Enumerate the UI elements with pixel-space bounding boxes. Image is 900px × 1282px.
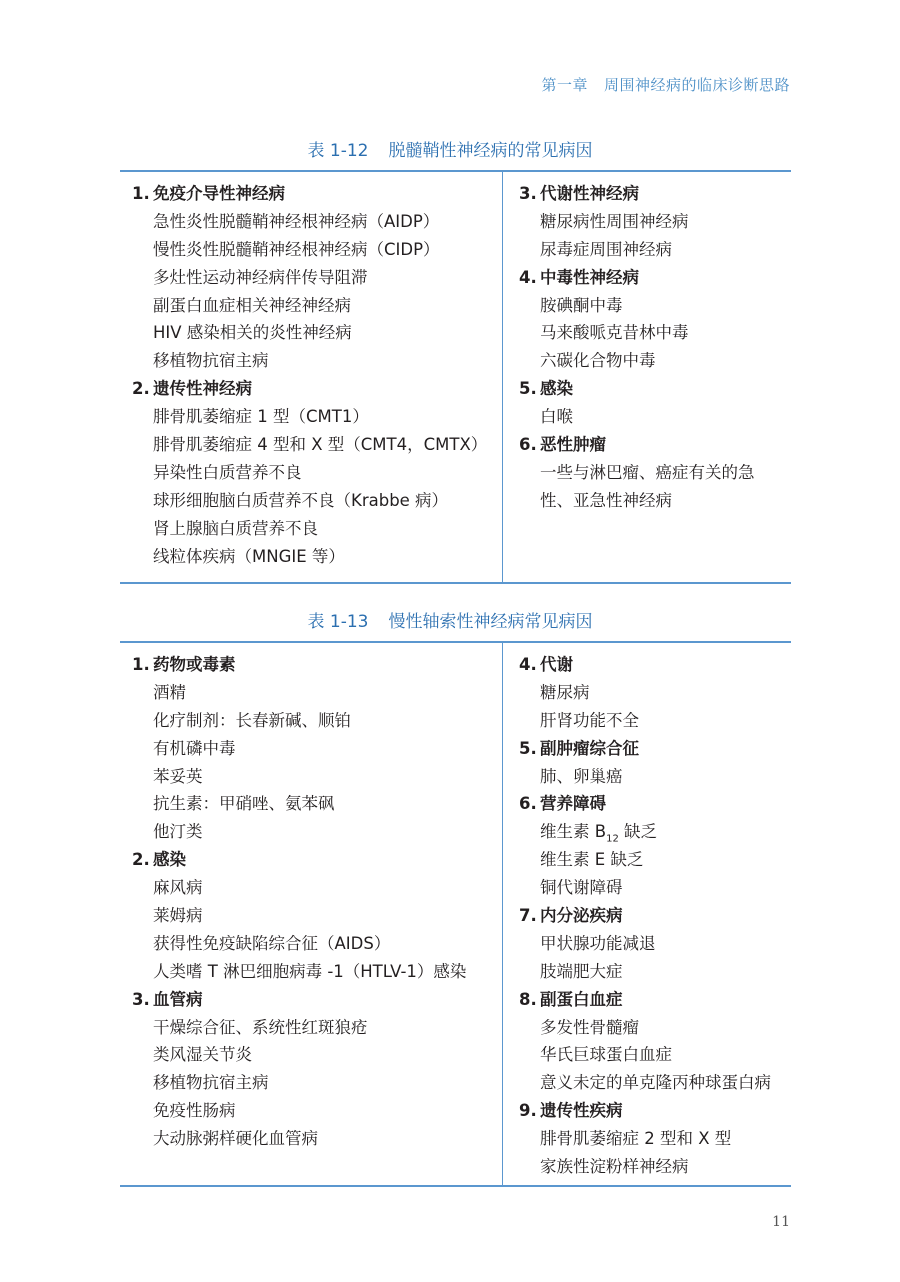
cause-text: 慢性炎性脱髓鞘神经根神经病（CIDP） [153, 239, 440, 259]
category-number: 8. [519, 989, 537, 1009]
category-title: 遗传性神经病 [153, 379, 252, 399]
cause-text: 意义未定的单克隆丙种球蛋白病 [540, 1073, 771, 1093]
cause-item [519, 292, 791, 320]
cause-text: 维生素 E 缺乏 [540, 850, 644, 870]
cause-text: 他汀类 [153, 822, 203, 842]
category-title: 免疫介导性神经病 [153, 184, 285, 203]
category-title: 中毒性神经病 [540, 267, 639, 287]
category-heading [519, 1097, 791, 1125]
cause-text: 大动脉粥样硬化血管病 [153, 1129, 318, 1149]
category-heading [519, 790, 791, 818]
cause-text: 腓骨肌萎缩症 2 型和 X 型 [540, 1129, 732, 1149]
cause-item [132, 790, 502, 818]
cause-text: 马来酸哌克昔林中毒 [540, 323, 689, 343]
table-1-12 [120, 170, 791, 584]
cause-text: 多发性骨髓瘤 [540, 1017, 639, 1037]
cause-item [519, 403, 791, 431]
category-heading [519, 375, 791, 403]
category-number: 3. [132, 989, 150, 1009]
cause-item [132, 707, 502, 735]
cause-text: 急性炎性脱髓鞘神经根神经病（AIDP） [153, 211, 440, 231]
category-title: 副蛋白血症 [540, 989, 623, 1009]
cause-item [132, 930, 502, 958]
table-column-left [120, 643, 503, 1185]
cause-text: 移植物抗宿主病 [153, 351, 269, 371]
subscript: 12 [606, 833, 619, 845]
category-number: 7. [519, 906, 537, 926]
category-title: 遗传性疾病 [540, 1101, 623, 1121]
cause-item [132, 208, 502, 236]
category-title: 营养障碍 [540, 794, 606, 814]
category-number: 2. [132, 850, 150, 870]
cause-item [519, 874, 791, 902]
table-column-right [503, 643, 791, 1185]
chapter-label: 第一章 [541, 76, 588, 94]
cause-text-suffix: 缺乏 [618, 822, 658, 842]
category-number: 4. [519, 655, 537, 674]
cause-text: 肝肾功能不全 [540, 710, 639, 730]
cause-item [132, 1097, 502, 1125]
cause-item [519, 846, 791, 874]
cause-text: 球形细胞脑白质营养不良（Krabbe 病） [153, 490, 449, 510]
cause-item [132, 902, 502, 930]
cause-item [519, 930, 791, 958]
cause-item [132, 319, 502, 347]
table-caption: 慢性轴索性神经病常见病因 [388, 612, 593, 632]
cause-text: HIV 感染相关的炎性神经病 [153, 323, 352, 343]
cause-item [519, 1153, 791, 1181]
cause-text: 麻风病 [153, 878, 203, 898]
category-title: 代谢 [540, 655, 573, 674]
cause-text: 获得性免疫缺陷综合征（AIDS） [153, 933, 391, 953]
category-heading [519, 431, 791, 459]
cause-text: 维生素 B [540, 822, 607, 842]
cause-text: 酒精 [153, 682, 186, 702]
category-number: 5. [519, 379, 537, 399]
table-1-13 [120, 641, 791, 1187]
cause-text: 铜代谢障碍 [540, 878, 623, 898]
table-1-12-title [0, 136, 900, 161]
cause-text: 异染性白质营养不良 [153, 462, 302, 482]
cause-item [132, 487, 502, 515]
cause-text: 免疫性肠病 [153, 1101, 236, 1121]
cause-text: 家族性淀粉样神经病 [540, 1157, 689, 1177]
cause-item [519, 319, 791, 347]
cause-text: 移植物抗宿主病 [153, 1073, 269, 1093]
table-label: 表 1-12 [307, 141, 369, 161]
cause-text: 有机磷中毒 [153, 738, 236, 758]
cause-text: 性、亚急性神经病 [540, 490, 672, 510]
running-head [541, 74, 790, 95]
category-title: 恶性肿瘤 [540, 435, 606, 455]
page-number: 11 [772, 1214, 790, 1230]
cause-text: 胺碘酮中毒 [540, 295, 623, 315]
category-heading [132, 846, 502, 874]
cause-text: 一些与淋巴瘤、癌症有关的急 [540, 462, 755, 482]
category-number: 6. [519, 435, 537, 455]
cause-item [132, 264, 502, 292]
cause-item [519, 1069, 791, 1097]
cause-item [132, 515, 502, 543]
category-number: 4. [519, 267, 537, 287]
cause-text: 类风湿关节炎 [153, 1045, 252, 1065]
cause-item [132, 1014, 502, 1042]
cause-item [519, 958, 791, 986]
category-heading [519, 986, 791, 1014]
category-number: 9. [519, 1101, 537, 1121]
cause-text: 甲状腺功能减退 [540, 933, 656, 953]
cause-item [519, 1125, 791, 1153]
table-caption: 脱髓鞘性神经病的常见病因 [388, 141, 593, 161]
cause-text: 苯妥英 [153, 766, 203, 786]
cause-text: 干燥综合征、系统性红斑狼疮 [153, 1017, 368, 1037]
category-heading [132, 180, 502, 208]
cause-item [132, 958, 502, 986]
cause-item [132, 431, 502, 459]
cause-text: 多灶性运动神经病伴传导阻滞 [153, 267, 368, 287]
category-heading [519, 264, 791, 292]
cause-item [519, 763, 791, 791]
category-number: 6. [519, 794, 537, 814]
cause-item [519, 1041, 791, 1069]
cause-item [519, 707, 791, 735]
category-title: 内分泌疾病 [540, 906, 623, 926]
category-title: 代谢性神经病 [540, 184, 639, 203]
cause-item [132, 1125, 502, 1153]
cause-item [519, 459, 791, 487]
cause-text: 肢端肥大症 [540, 961, 623, 981]
cause-item [519, 679, 791, 707]
cause-item [132, 735, 502, 763]
category-heading [519, 651, 791, 679]
table-1-13-title [0, 607, 900, 632]
cause-text: 副蛋白血症相关神经神经病 [153, 295, 351, 315]
cause-item [519, 347, 791, 375]
cause-item [132, 818, 502, 846]
category-title: 副肿瘤综合征 [540, 738, 639, 758]
cause-text: 人类嗜 T 淋巴细胞病毒 -1（HTLV-1）感染 [153, 961, 467, 981]
category-title: 血管病 [153, 989, 203, 1009]
cause-item [132, 1069, 502, 1097]
cause-item [519, 208, 791, 236]
cause-item [132, 292, 502, 320]
cause-text: 华氏巨球蛋白血症 [540, 1045, 672, 1065]
category-heading [132, 986, 502, 1014]
category-title: 药物或毒素 [153, 655, 236, 674]
category-heading [132, 375, 502, 403]
cause-item [132, 1041, 502, 1069]
cause-text: 糖尿病 [540, 682, 590, 702]
cause-text: 抗生素：甲硝唑、氨苯砜 [153, 794, 335, 814]
cause-item [132, 763, 502, 791]
cause-text: 腓骨肌萎缩症 1 型（CMT1） [153, 407, 369, 427]
cause-item [132, 679, 502, 707]
cause-item [519, 236, 791, 264]
table-column-right [503, 172, 791, 582]
category-number: 3. [519, 184, 537, 203]
category-number: 1. [132, 655, 150, 674]
table-column-left [120, 172, 503, 582]
cause-text: 肾上腺脑白质营养不良 [153, 518, 318, 538]
category-number: 2. [132, 379, 150, 399]
chapter-title: 周围神经病的临床诊断思路 [603, 76, 790, 94]
cause-item [132, 874, 502, 902]
category-heading [519, 180, 791, 208]
cause-text: 线粒体疾病（MNGIE 等） [153, 546, 345, 566]
cause-text: 肺、卵巢癌 [540, 766, 623, 786]
cause-text: 腓骨肌萎缩症 4 型和 X 型（CMT4，CMTX） [153, 435, 488, 455]
category-number: 5. [519, 738, 537, 758]
category-number: 1. [132, 184, 150, 203]
category-title: 感染 [540, 379, 573, 399]
cause-item [132, 403, 502, 431]
cause-text: 尿毒症周围神经病 [540, 239, 672, 259]
table-label: 表 1-13 [307, 612, 369, 632]
category-heading [519, 735, 791, 763]
cause-item [519, 487, 791, 515]
category-heading [132, 651, 502, 679]
cause-item [132, 347, 502, 375]
cause-text: 莱姆病 [153, 906, 203, 926]
cause-text: 化疗制剂：长春新碱、顺铂 [153, 710, 351, 730]
cause-item [132, 236, 502, 264]
cause-item [132, 459, 502, 487]
category-heading [519, 902, 791, 930]
cause-text: 糖尿病性周围神经病 [540, 211, 689, 231]
category-title: 感染 [153, 850, 186, 870]
cause-text: 六碳化合物中毒 [540, 351, 656, 371]
cause-item [519, 1014, 791, 1042]
cause-item [519, 818, 791, 846]
cause-text: 白喉 [540, 407, 573, 427]
cause-item [132, 543, 502, 571]
